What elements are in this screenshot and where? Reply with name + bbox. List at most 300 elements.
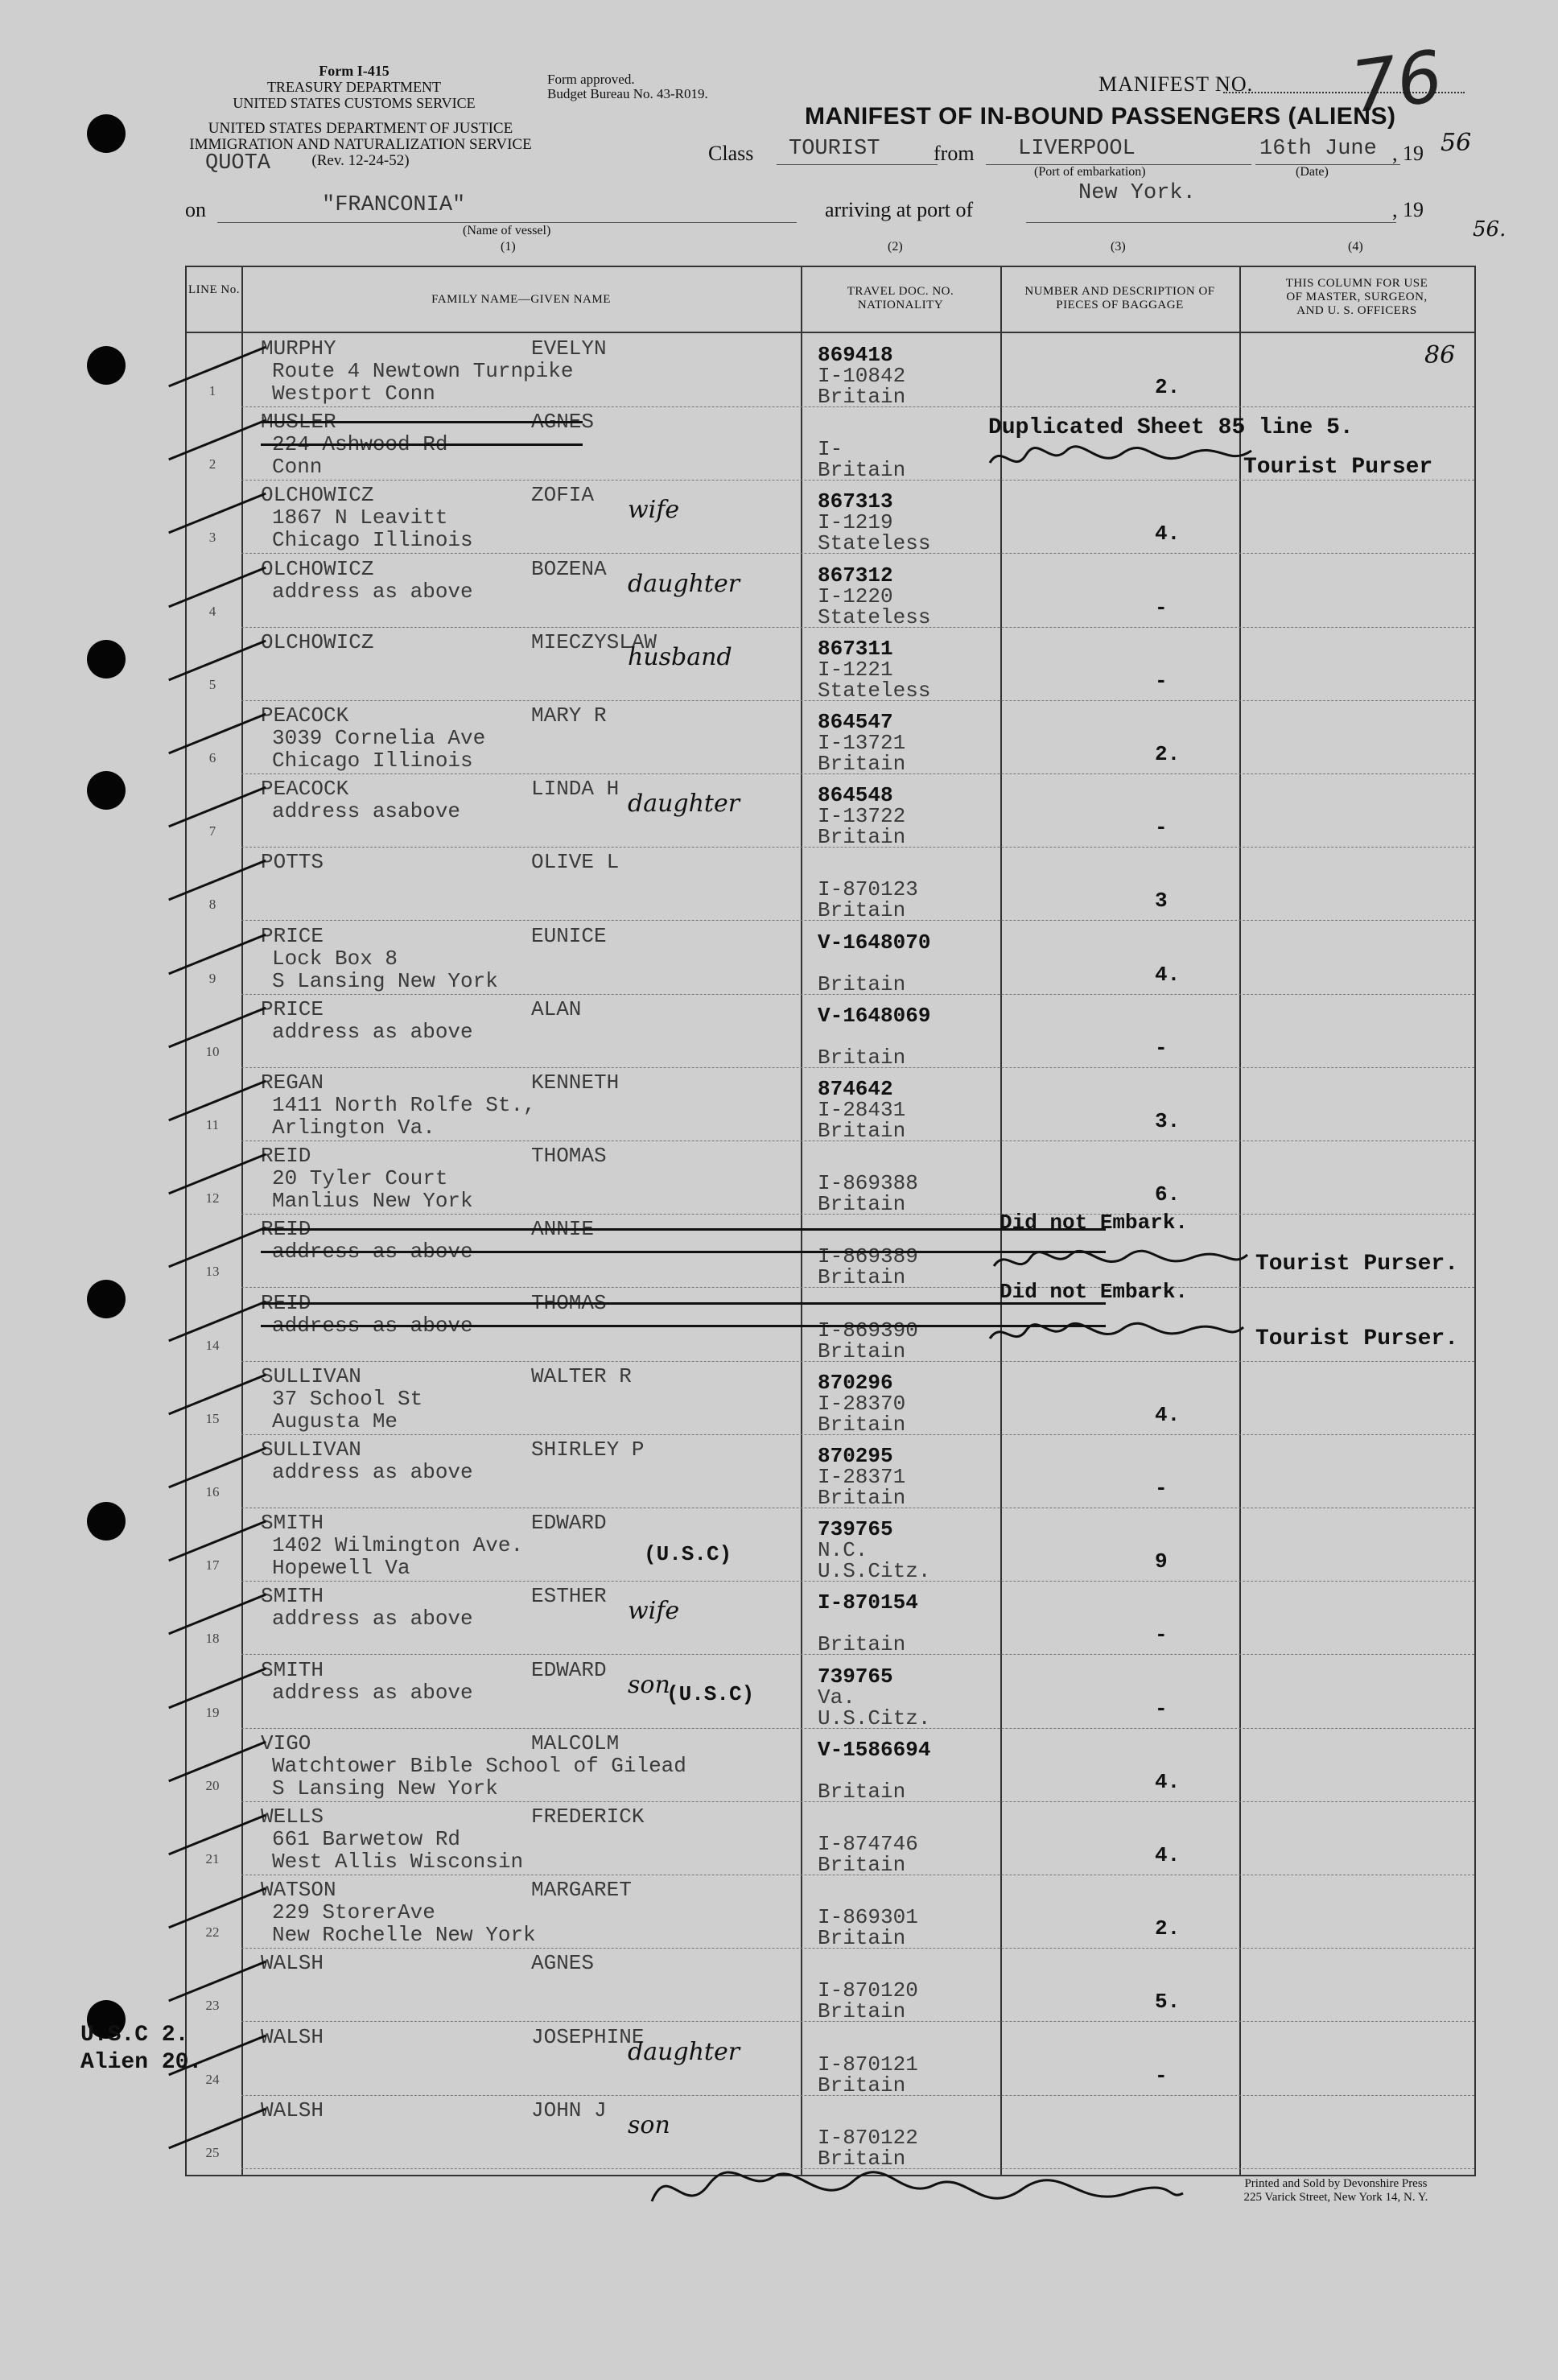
nationality: Britain <box>818 752 906 776</box>
family-name: PRICE <box>261 996 324 1021</box>
column-number: (3) <box>1111 240 1126 254</box>
vessel-name: "FRANCONIA" <box>322 193 466 217</box>
travel-doc-number: V-1648069 <box>818 1003 931 1028</box>
given-name: JOSEPHINE <box>531 2024 645 2049</box>
annotation-purser: Tourist Purser. <box>1255 1326 1459 1351</box>
check-mark <box>168 933 266 974</box>
given-name: EDWARD <box>531 1511 607 1536</box>
nationality: Stateless <box>818 678 931 703</box>
travel-doc-old: I-10842 <box>818 364 906 388</box>
given-name: EVELYN <box>531 336 607 361</box>
table-row <box>208 627 1474 703</box>
col-header-travel-line: NATIONALITY <box>857 299 944 311</box>
annotation-usc: (U.S.C) <box>666 1682 755 1706</box>
address-line: Manlius New York <box>272 1189 473 1214</box>
nationality: Britain <box>818 1265 906 1290</box>
baggage-count: 3 <box>1155 889 1168 914</box>
doj-line: IMMIGRATION AND NATURALIZATION SERVICE <box>189 136 532 153</box>
col-header-baggage-line: PIECES OF BAGGAGE <box>1056 299 1184 311</box>
travel-doc-old: I-869390 <box>818 1318 918 1343</box>
line-number: 8 <box>208 897 216 913</box>
family-name: WALSH <box>261 2097 324 2122</box>
family-name: WELLS <box>261 1805 324 1829</box>
year-handwritten: 56. <box>1473 217 1506 241</box>
from-value: LIVERPOOL <box>1018 137 1136 161</box>
check-mark <box>168 1814 266 1855</box>
family-name: SMITH <box>261 1584 324 1609</box>
table-row <box>205 1434 1474 1510</box>
date-note: (Date) <box>1296 165 1329 179</box>
family-name: SULLIVAN <box>261 1363 361 1388</box>
given-name: MIECZYSLAW <box>531 629 657 654</box>
given-name: AGNES <box>531 1951 595 1976</box>
check-mark <box>168 346 266 387</box>
year-handwritten: 56 <box>1441 129 1472 157</box>
travel-doc-number: 874642 <box>818 1077 893 1101</box>
address-line: 229 StorerAve <box>272 1900 435 1925</box>
nationality: U.S.Citz. <box>818 1706 931 1730</box>
address-line: 1411 North Rolfe St., <box>272 1093 536 1117</box>
from-label: from <box>934 142 975 165</box>
col-header-officers-line: OF MASTER, SURGEON, <box>1286 291 1428 303</box>
travel-doc-old: Va. <box>818 1685 855 1710</box>
baggage-count: - <box>1155 1696 1168 1721</box>
check-mark <box>168 1594 266 1635</box>
check-mark <box>168 419 266 460</box>
officer-note: 86 <box>1424 341 1456 369</box>
address-line: Chicago Illinois <box>272 528 473 553</box>
given-name: ANNIE <box>531 1217 595 1242</box>
check-mark <box>168 1153 266 1194</box>
address-line: address as above <box>272 1607 473 1631</box>
travel-doc-number: V-1586694 <box>818 1737 931 1762</box>
passenger-table <box>185 266 1476 2176</box>
family-name: REID <box>261 1144 311 1169</box>
family-name: OLCHOWICZ <box>261 629 374 654</box>
table-row <box>205 1655 1474 1730</box>
family-name: REID <box>261 1217 311 1242</box>
nationality: Britain <box>818 1045 906 1070</box>
family-name: POTTS <box>261 850 324 875</box>
table-row <box>205 1361 1474 1437</box>
relationship-handwritten: son <box>628 2110 670 2139</box>
check-mark <box>168 1227 266 1268</box>
given-name: FREDERICK <box>531 1805 645 1829</box>
line-number: 14 <box>205 1337 220 1353</box>
on-label: on <box>185 198 206 221</box>
given-name: THOMAS <box>531 1290 607 1315</box>
purser-signature <box>990 1244 1255 1280</box>
given-name: ALAN <box>531 996 582 1021</box>
printer-line: Printed and Sold by Devonshire Press <box>1244 2177 1428 2190</box>
address-line: Watchtower Bible School of Gilead <box>272 1753 686 1778</box>
baggage-count: 2. <box>1155 1916 1181 1941</box>
travel-doc-number: 864548 <box>818 783 893 808</box>
baggage-count: 2. <box>1155 375 1181 399</box>
column-number: (4) <box>1348 240 1363 254</box>
check-mark <box>168 713 266 754</box>
family-name: PRICE <box>261 923 324 948</box>
line-number: 5 <box>208 676 216 692</box>
class-underline <box>777 164 938 165</box>
baggage-count: - <box>1155 595 1168 620</box>
address-line: 3039 Cornelia Ave <box>272 726 486 750</box>
family-name: REID <box>261 1290 311 1315</box>
line-number: 9 <box>208 970 216 986</box>
baggage-count: 3. <box>1155 1109 1181 1133</box>
line-number: 24 <box>205 2071 220 2087</box>
line-number: 4 <box>208 603 216 619</box>
address-line: Augusta Me <box>272 1409 398 1433</box>
family-name: WALSH <box>261 1951 324 1976</box>
address-line: 661 Barwetow Rd <box>272 1827 461 1851</box>
check-mark <box>168 1887 266 1928</box>
address-line: Conn <box>272 455 323 480</box>
nationality: Britain <box>818 1853 906 1877</box>
family-name: SMITH <box>261 1511 324 1536</box>
address-line: 224 Ashwood Rd <box>272 432 448 457</box>
form-id-block <box>185 63 523 111</box>
travel-doc-number: 870296 <box>818 1370 893 1395</box>
given-name: SHIRLEY P <box>531 1437 645 1462</box>
nationality: Britain <box>818 2146 906 2171</box>
table-row <box>205 1581 1474 1657</box>
col-header-officers <box>1239 277 1474 318</box>
travel-doc-old: I-13722 <box>818 804 906 829</box>
given-name: WALTER R <box>531 1363 632 1388</box>
baggage-count: 4. <box>1155 962 1181 987</box>
check-mark <box>168 1961 266 2002</box>
arrival-underline <box>1026 222 1396 223</box>
baggage-count: 6. <box>1155 1182 1181 1207</box>
table-row <box>205 1141 1474 1217</box>
arrival-port: New York. <box>1078 181 1196 205</box>
baggage-count: 4. <box>1155 522 1181 547</box>
travel-doc-old: I-1221 <box>818 657 893 682</box>
family-name: PEACOCK <box>261 777 349 802</box>
travel-doc-old: I-869388 <box>818 1171 918 1196</box>
address-line: address as above <box>272 579 473 604</box>
check-mark <box>168 640 266 681</box>
line-number: 17 <box>205 1557 220 1574</box>
travel-doc-old: I-1219 <box>818 510 893 535</box>
nationality: Britain <box>818 385 906 409</box>
vessel-underline <box>217 222 797 223</box>
address-line: 37 School St <box>272 1386 423 1411</box>
travel-doc-old: I-874746 <box>818 1832 918 1856</box>
address-line: address as above <box>272 1460 473 1484</box>
line-number: 19 <box>205 1704 220 1720</box>
line-number: 12 <box>205 1190 220 1206</box>
nationality: Britain <box>818 458 906 483</box>
approval-line: Budget Bureau No. 43-R019. <box>547 86 708 101</box>
travel-doc-number: V-1648070 <box>818 930 931 955</box>
nationality: Britain <box>818 971 906 996</box>
travel-doc-old: I-28371 <box>818 1465 906 1489</box>
family-name: WATSON <box>261 1878 336 1903</box>
nationality: Stateless <box>818 531 931 556</box>
relationship-handwritten: daughter <box>628 2037 740 2066</box>
nationality: Britain <box>818 1999 906 2024</box>
class-value: TOURIST <box>789 137 880 161</box>
table-row <box>208 773 1474 850</box>
family-name: PEACOCK <box>261 703 349 728</box>
travel-doc-number: 869418 <box>818 343 893 367</box>
baggage-count: - <box>1155 1035 1168 1060</box>
address-line: 1867 N Leavitt <box>272 505 448 530</box>
baggage-count: 4. <box>1155 1769 1181 1794</box>
given-name: EDWARD <box>531 1657 607 1682</box>
travel-doc-number: 864547 <box>818 710 893 734</box>
family-name: WALSH <box>261 2024 324 2049</box>
given-name: JOHN J <box>531 2097 607 2122</box>
travel-doc-number: 867311 <box>818 636 893 661</box>
address-line: address as above <box>272 1019 473 1044</box>
nationality: Britain <box>818 1192 906 1217</box>
family-name: SULLIVAN <box>261 1437 361 1462</box>
baggage-count: 4. <box>1155 1843 1181 1867</box>
relationship-handwritten: son <box>628 1670 670 1699</box>
col-header-travel <box>801 285 1000 312</box>
line-number: 21 <box>205 1851 220 1866</box>
approval-line: Form approved. <box>547 72 635 87</box>
address-line: 20 Tyler Court <box>272 1166 448 1191</box>
family-name: SMITH <box>261 1657 324 1682</box>
doj-line: UNITED STATES DEPARTMENT OF JUSTICE <box>208 120 513 137</box>
check-mark <box>168 1447 266 1488</box>
annotation-purser: Tourist Purser <box>1243 455 1433 480</box>
nationality: Britain <box>818 1926 906 1951</box>
travel-doc-old: I-28370 <box>818 1391 906 1416</box>
baggage-count: - <box>1155 1623 1168 1648</box>
table-row <box>208 480 1474 556</box>
given-name: MALCOLM <box>531 1730 620 1755</box>
punch-hole <box>87 771 126 810</box>
table-row <box>205 1508 1474 1584</box>
check-mark <box>168 2108 266 2149</box>
travel-doc-old: I-13721 <box>818 731 906 755</box>
line-number: 2 <box>208 456 216 472</box>
check-mark <box>168 493 266 534</box>
given-name: MARGARET <box>531 1878 632 1903</box>
nationality: Britain <box>818 1119 906 1143</box>
table-row <box>205 994 1474 1070</box>
given-name: EUNICE <box>531 923 607 948</box>
column-number: (1) <box>501 240 516 254</box>
travel-doc-old: I-869301 <box>818 1905 918 1930</box>
given-name: BOZENA <box>531 556 607 581</box>
family-name: VIGO <box>261 1730 311 1755</box>
address-line: Chicago Illinois <box>272 749 473 773</box>
col-header-travel-line: TRAVEL DOC. NO. <box>847 285 954 298</box>
family-name: MURPHY <box>261 336 336 361</box>
check-mark <box>168 1007 266 1048</box>
baggage-count: - <box>1155 815 1168 840</box>
strikethrough <box>261 1302 1106 1305</box>
year-label: , 19 <box>1392 198 1424 221</box>
manifest-no-label: MANIFEST NO. <box>1098 72 1254 96</box>
date-value: 16th June <box>1259 137 1377 161</box>
col-header-officers-line: THIS COLUMN FOR USE <box>1285 277 1428 290</box>
relationship-handwritten: daughter <box>628 790 740 819</box>
col-header-officers-line: AND U. S. OFFICERS <box>1296 304 1417 317</box>
baggage-count: 9 <box>1155 1549 1168 1574</box>
check-mark <box>168 1520 266 1561</box>
check-mark <box>168 1374 266 1415</box>
travel-doc-old: I- <box>818 437 843 462</box>
address-line: address as above <box>272 1680 473 1705</box>
col-header-name: FAMILY NAME—GIVEN NAME <box>431 293 611 306</box>
line-number: 20 <box>205 1777 220 1793</box>
arriving-label: arriving at port of <box>825 198 974 221</box>
given-name: KENNETH <box>531 1070 620 1095</box>
strikethrough <box>261 1251 1106 1253</box>
address-line: S Lansing New York <box>272 1776 498 1800</box>
printer-line: 225 Varick Street, New York 14, N. Y. <box>1243 2191 1428 2204</box>
travel-doc-old: N.C. <box>818 1538 868 1563</box>
punch-hole <box>87 1280 126 1318</box>
column-number: (2) <box>888 240 903 254</box>
col-header-baggage-line: NUMBER AND DESCRIPTION OF <box>1024 285 1215 298</box>
printer-credit <box>1191 2177 1481 2205</box>
given-name: MARY R <box>531 703 607 728</box>
relationship-handwritten: husband <box>628 642 732 671</box>
table-row <box>205 1728 1474 1804</box>
check-mark <box>168 786 266 827</box>
relationship-handwritten: wife <box>628 1597 680 1626</box>
address-line: address as above <box>272 1313 473 1338</box>
nationality: Britain <box>818 1632 906 1657</box>
travel-doc-number: 739765 <box>818 1517 893 1542</box>
vessel-note: (Name of vessel) <box>463 224 551 237</box>
punch-hole <box>87 114 126 153</box>
annotation-did-not-embark: Did not Embark. <box>1000 1280 1189 1304</box>
travel-doc-number: 739765 <box>818 1664 893 1689</box>
line-number: 22 <box>205 1924 220 1941</box>
strikethrough <box>261 1325 1106 1327</box>
table-row <box>208 921 1474 996</box>
port-note: (Port of embarkation) <box>1034 165 1146 179</box>
year-label: , 19 <box>1392 142 1424 165</box>
given-name: THOMAS <box>531 1144 607 1169</box>
address-line: address asabove <box>272 799 461 824</box>
approval-block <box>547 72 708 101</box>
given-name: AGNES <box>531 410 595 435</box>
alien-total: Alien 20. <box>80 2050 203 2075</box>
travel-doc-old: I-28431 <box>818 1098 906 1122</box>
line-number: 11 <box>205 1117 220 1132</box>
nationality: Britain <box>818 825 906 850</box>
address-line: 1402 Wilmington Ave. <box>272 1533 524 1558</box>
baggage-count: - <box>1155 668 1168 693</box>
agency-line: TREASURY DEPARTMENT <box>266 79 442 95</box>
given-name: ZOFIA <box>531 483 595 508</box>
class-label: Class <box>708 142 754 165</box>
check-mark <box>168 566 266 607</box>
table-row <box>205 1948 1474 2024</box>
col-header-line-no: LINE No. <box>188 283 240 296</box>
page-title: MANIFEST OF IN-BOUND PASSENGERS (ALIENS) <box>805 103 1396 130</box>
table-row <box>205 1067 1474 1143</box>
totals-block <box>80 2022 202 2077</box>
table-row <box>208 700 1474 776</box>
travel-doc-number: 867312 <box>818 563 893 588</box>
nationality: Britain <box>818 1486 906 1510</box>
line-number: 16 <box>205 1484 220 1499</box>
quota-label: QUOTA <box>205 151 271 175</box>
nationality: Stateless <box>818 604 931 629</box>
address-line: address as above <box>272 1239 473 1264</box>
travel-doc-old: I-870121 <box>818 2052 918 2077</box>
address-line: West Allis Wisconsin <box>272 1850 524 1874</box>
annotation-duplicated: Duplicated Sheet 85 line 5. <box>988 415 1354 440</box>
annotation-purser: Tourist Purser. <box>1255 1252 1459 1277</box>
nationality: Britain <box>818 1779 906 1804</box>
punch-hole <box>87 640 126 679</box>
strikethrough <box>261 421 583 423</box>
address-line: S Lansing New York <box>272 968 498 993</box>
relationship-handwritten: daughter <box>628 569 740 598</box>
baggage-count: 5. <box>1155 1990 1181 2015</box>
check-mark <box>168 1300 266 1341</box>
line-number: 13 <box>205 1264 220 1280</box>
address-line: Lock Box 8 <box>272 946 398 971</box>
nationality: Britain <box>818 1412 906 1437</box>
address-line: Route 4 Newtown Turnpike <box>272 359 574 383</box>
travel-doc-old: I-869389 <box>818 1244 918 1269</box>
travel-doc-number: 867313 <box>818 489 893 514</box>
travel-doc-old: I-1220 <box>818 584 893 608</box>
baggage-count: 2. <box>1155 742 1181 766</box>
baggage-count: - <box>1155 1476 1168 1500</box>
check-mark <box>168 1667 266 1708</box>
line-number: 15 <box>205 1410 220 1426</box>
table-row <box>208 333 1474 409</box>
given-name: ESTHER <box>531 1584 607 1609</box>
line-number: 10 <box>205 1043 220 1059</box>
family-name: OLCHOWICZ <box>261 483 374 508</box>
officer-signature <box>644 2145 1191 2234</box>
travel-doc-old: I-870120 <box>818 1978 918 2003</box>
baggage-count: - <box>1155 2063 1168 2088</box>
check-mark <box>168 1741 266 1782</box>
punch-hole <box>87 1502 126 1541</box>
table-row <box>205 2022 1474 2097</box>
address-line: Arlington Va. <box>272 1116 435 1140</box>
nationality: Britain <box>818 898 906 923</box>
nationality: U.S.Citz. <box>818 1559 931 1584</box>
annotation-did-not-embark: Did not Embark. <box>1000 1211 1189 1235</box>
rev-line: (Rev. 12-24-52) <box>311 152 410 169</box>
travel-doc-old: I-870122 <box>818 2125 918 2150</box>
table-row <box>208 554 1474 629</box>
family-name: REGAN <box>261 1070 324 1095</box>
given-name: LINDA H <box>531 777 620 802</box>
line-number: 1 <box>208 383 216 398</box>
relationship-handwritten: wife <box>628 496 680 525</box>
travel-doc-old: I-870123 <box>818 877 918 902</box>
family-name: OLCHOWICZ <box>261 556 374 581</box>
travel-doc-number: I-870154 <box>818 1590 918 1615</box>
usc-total: U.S.C 2. <box>80 2023 189 2048</box>
purser-signature <box>986 1316 1251 1352</box>
given-name: OLIVE L <box>531 850 620 875</box>
line-number: 3 <box>208 530 216 546</box>
line-number: 7 <box>208 823 216 839</box>
check-mark <box>168 1080 266 1121</box>
manifest-no-handwritten: 76 <box>1346 34 1448 130</box>
address-line: Hopewell Va <box>272 1556 410 1581</box>
